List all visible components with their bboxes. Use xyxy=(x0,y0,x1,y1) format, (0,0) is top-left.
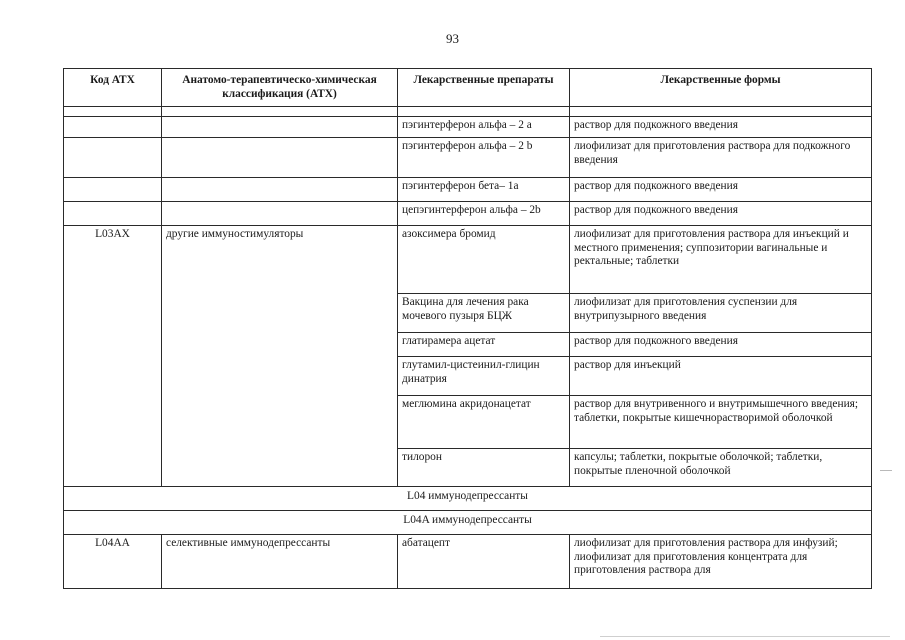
drug-cell: глутамил-цистеинил-глицин динатрия xyxy=(398,357,570,396)
code-cell: L04AA xyxy=(64,535,162,589)
drug-cell: пэгинтерферон бета– 1а xyxy=(398,178,570,202)
drug-cell: пэгинтерферон альфа – 2 b xyxy=(398,138,570,178)
table-row xyxy=(64,178,872,202)
forms-line: лиофилизат для приготовления раствора для инъекций и местного применения; суппозитории вагинальные и xyxy=(574,228,849,254)
drug-cell: цепэгинтерферон альфа – 2b xyxy=(398,202,570,226)
forms-line: таблетки, покрытые кишечнорастворимой оболочкой xyxy=(574,411,833,424)
forms-cell: раствор для инъекций xyxy=(570,357,872,396)
scan-edge-mark xyxy=(600,636,890,637)
classification-cell xyxy=(162,138,398,178)
forms-cell xyxy=(570,396,872,449)
forms-cell: раствор для подкожного введения xyxy=(570,202,872,226)
header-classification: Анатомо-терапевтическо-химическая классификация (АТХ) xyxy=(162,69,398,107)
forms-line: ректальные; таблетки xyxy=(574,255,680,268)
code-cell xyxy=(64,117,162,138)
forms-cell: раствор для подкожного введения xyxy=(570,117,872,138)
drug-cell: меглюмина акридонацетат xyxy=(398,396,570,449)
code-cell: L03AX xyxy=(64,226,162,487)
section-heading-l04: L04 иммунодепрессанты xyxy=(64,487,872,511)
drug-cell: пэгинтерферон альфа – 2 а xyxy=(398,117,570,138)
code-cell xyxy=(64,202,162,226)
forms-cell: раствор для подкожного введения xyxy=(570,333,872,357)
classification-cell xyxy=(162,117,398,138)
forms-cell: раствор для подкожного введения xyxy=(570,178,872,202)
section-row xyxy=(64,487,872,511)
table-row xyxy=(64,107,872,117)
forms-cell: лиофилизат для приготовления суспензии для внутрипузырного введения xyxy=(570,294,872,333)
drug-cell: глатирамера ацетат xyxy=(398,333,570,357)
classification-cell: другие иммуностимуляторы xyxy=(162,226,398,487)
section-heading-l04a: L04A иммунодепрессанты xyxy=(64,511,872,535)
drug-cell: тилорон xyxy=(398,449,570,487)
forms-cell xyxy=(570,226,872,294)
table-header-row xyxy=(64,69,872,107)
table-row xyxy=(64,202,872,226)
code-cell xyxy=(64,138,162,178)
page-number: 93 xyxy=(446,31,459,46)
scan-edge-mark xyxy=(880,470,892,471)
header-forms: Лекарственные формы xyxy=(570,69,872,107)
forms-cell: лиофилизат для приготовления раствора для подкожного введения xyxy=(570,138,872,178)
table-row xyxy=(64,226,872,294)
drug-cell: абатацепт xyxy=(398,535,570,589)
drug-cell: Вакцина для лечения рака мочевого пузыря БЦЖ xyxy=(398,294,570,333)
forms-cell: капсулы; таблетки, покрытые оболочкой; таблетки, покрытые пленочной оболочкой xyxy=(570,449,872,487)
atx-drug-table xyxy=(63,68,872,589)
section-row xyxy=(64,511,872,535)
table-row xyxy=(64,138,872,178)
header-drugs: Лекарственные препараты xyxy=(398,69,570,107)
forms-cell: лиофилизат для приготовления раствора для инфузий; лиофилизат для приготовления концентрата для приготовления раствора для xyxy=(570,535,872,589)
classification-cell xyxy=(162,202,398,226)
drug-cell: азоксимера бромид xyxy=(398,226,570,294)
table-row xyxy=(64,117,872,138)
classification-cell xyxy=(162,178,398,202)
code-cell xyxy=(64,178,162,202)
header-code: Код АТХ xyxy=(64,69,162,107)
forms-line: раствор для внутривенного и внутримышечного введения; xyxy=(574,398,859,410)
table-row xyxy=(64,535,872,589)
classification-cell: селективные иммунодепрессанты xyxy=(162,535,398,589)
